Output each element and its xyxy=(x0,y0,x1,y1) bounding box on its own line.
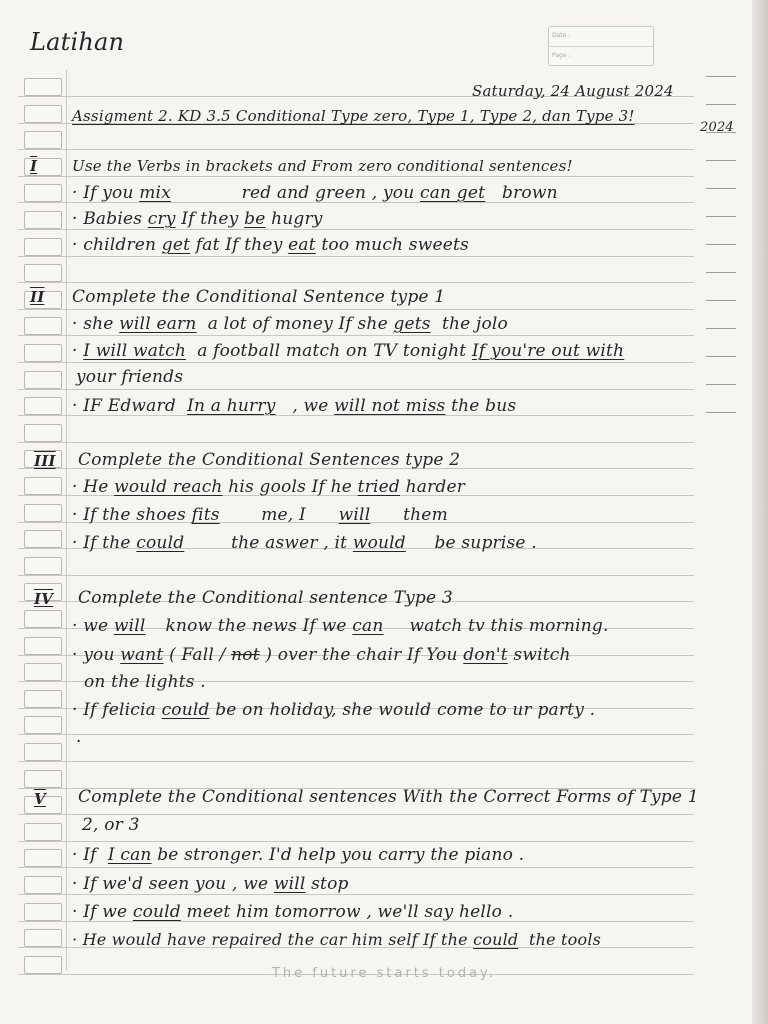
line-checkbox xyxy=(24,397,62,415)
margin-dash xyxy=(706,412,736,413)
list-item: · xyxy=(76,732,82,752)
list-item: · I will watch a football match on TV tonight If you're out with xyxy=(72,341,625,361)
line-checkbox xyxy=(24,184,62,202)
ruled-line xyxy=(18,282,694,283)
section-5-numeral: V xyxy=(34,790,46,808)
list-item: · He would have repaired the car him self If the could the tools xyxy=(72,930,602,949)
line-checkbox xyxy=(24,743,62,761)
line-checkbox xyxy=(24,504,62,522)
list-item: · If we'd seen you , we will stop xyxy=(72,874,349,894)
line-checkbox xyxy=(24,876,62,894)
assignment-heading: Assigment 2. KD 3.5 Conditional Type zero, Type 1, Type 2, dan Type 3! xyxy=(72,107,635,125)
ruled-line xyxy=(18,229,694,230)
ruled-line xyxy=(18,176,694,177)
section-5-instruction-continued: 2, or 3 xyxy=(82,815,140,835)
ruled-line xyxy=(18,442,694,443)
line-checkbox xyxy=(24,610,62,628)
ruled-line xyxy=(18,149,694,150)
list-item: · If I can be stronger. I'd help you carry the piano . xyxy=(72,845,525,865)
line-checkbox xyxy=(24,78,62,96)
date-page-box xyxy=(548,26,654,66)
line-checkbox xyxy=(24,131,62,149)
ruled-line xyxy=(18,761,694,762)
list-item: your friends xyxy=(76,367,184,387)
section-4-numeral: IV xyxy=(34,590,54,608)
line-checkbox xyxy=(24,105,62,123)
page-field-label: Page : xyxy=(552,52,571,59)
ruled-line xyxy=(18,867,694,868)
list-item: on the lights . xyxy=(84,672,206,692)
line-checkbox xyxy=(24,903,62,921)
list-item: · children get fat If they eat too much sweets xyxy=(72,235,469,255)
ruled-line xyxy=(18,894,694,895)
section-2-instruction: Complete the Conditional Sentence type 1 xyxy=(72,287,446,307)
line-checkbox xyxy=(24,371,62,389)
ruled-line xyxy=(18,575,694,576)
margin-dash xyxy=(706,244,736,245)
list-item: · IF Edward In a hurry , we will not miss the bus xyxy=(72,396,517,416)
list-item: · she will earn a lot of money If she gets the jolo xyxy=(72,314,508,334)
ruled-line xyxy=(18,734,694,735)
list-item: · you want ( Fall / not ) over the chair If You don't switch xyxy=(72,645,571,665)
section-5-instruction: Complete the Conditional sentences With the Correct Forms of Type 1 xyxy=(78,787,699,807)
ruled-line xyxy=(18,841,694,842)
line-checkbox xyxy=(24,344,62,362)
margin-dash xyxy=(706,216,736,217)
section-1-instruction: Use the Verbs in brackets and From zero conditional sentences! xyxy=(72,157,573,175)
section-2-numeral: II xyxy=(30,288,45,306)
ruled-line xyxy=(18,362,694,363)
margin-year-note: 2024 xyxy=(700,120,734,135)
ruled-line xyxy=(18,256,694,257)
line-checkbox xyxy=(24,929,62,947)
list-item: · He would reach his gools If he tried harder xyxy=(72,477,466,497)
margin-dash xyxy=(706,300,736,301)
section-4-instruction: Complete the Conditional sentence Type 3 xyxy=(78,588,453,608)
date-text: Saturday, 24 August 2024 xyxy=(472,82,674,100)
margin-dash xyxy=(706,328,736,329)
margin-dash xyxy=(706,160,736,161)
ruled-line xyxy=(18,309,694,310)
section-3-numeral: III xyxy=(34,452,56,470)
section-1-numeral: I xyxy=(30,157,38,175)
list-item: · If the could the aswer , it would be suprise . xyxy=(72,533,537,553)
date-field-label: Date : xyxy=(549,27,653,47)
list-item: · Babies cry If they be hugry xyxy=(72,209,323,229)
list-item: · we will know the news If we can watch tv this morning. xyxy=(72,616,609,636)
margin-dash xyxy=(706,104,736,105)
line-checkbox xyxy=(24,211,62,229)
margin-dash xyxy=(706,272,736,273)
line-checkbox xyxy=(24,424,62,442)
line-checkbox xyxy=(24,530,62,548)
ruled-line xyxy=(18,389,694,390)
line-checkbox xyxy=(24,770,62,788)
list-item: · If the shoes fits me, I will them xyxy=(72,505,448,525)
checkbox-column xyxy=(24,0,64,1024)
line-checkbox xyxy=(24,557,62,575)
line-checkbox xyxy=(24,716,62,734)
margin-dash xyxy=(706,76,736,77)
line-checkbox xyxy=(24,823,62,841)
line-checkbox xyxy=(24,849,62,867)
line-checkbox xyxy=(24,317,62,335)
margin-dash xyxy=(706,356,736,357)
line-checkbox xyxy=(24,663,62,681)
page-edge-shadow xyxy=(752,0,768,1024)
list-item: · If you mix red and green , you can get brown xyxy=(72,183,558,203)
line-checkbox xyxy=(24,238,62,256)
list-item: · If felicia could be on holiday, she would come to ur party . xyxy=(72,700,596,720)
margin-line xyxy=(66,70,67,970)
section-3-instruction: Complete the Conditional Sentences type 2 xyxy=(78,450,461,470)
list-item: · If we could meet him tomorrow , we'll say hello . xyxy=(72,902,514,922)
line-checkbox xyxy=(24,690,62,708)
line-checkbox xyxy=(24,264,62,282)
notebook-footer-slogan: The future starts today. xyxy=(271,966,497,981)
ruled-line xyxy=(18,335,694,336)
page-title: Latihan xyxy=(30,28,125,56)
margin-dash xyxy=(706,384,736,385)
margin-dash xyxy=(706,188,736,189)
line-checkbox xyxy=(24,637,62,655)
line-checkbox xyxy=(24,477,62,495)
